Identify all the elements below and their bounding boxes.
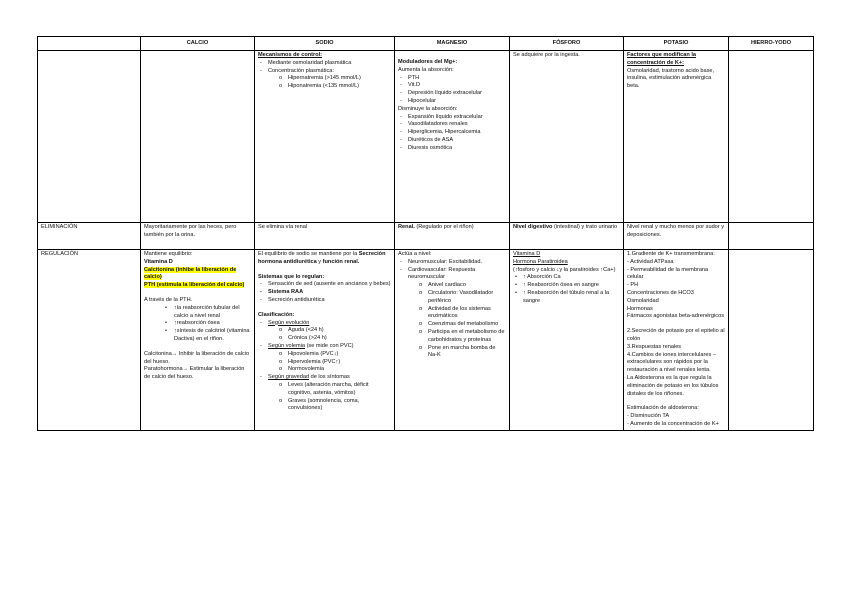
list-item: - PTH [400,74,420,81]
list-item: - Según evolución [260,319,310,326]
list-item: - Concentración plasmática: [260,67,334,74]
list-item: o Aguda (<24 h) [279,327,324,334]
list-item: • ↑ Reabsorción del túbulo renal a la sangre [515,289,610,304]
list-item: o Normovolemia [279,366,325,373]
row2-magnesio: Renal. (Regulado por el riñon) [395,223,510,250]
list-item: - Expansión líquido extracelular [400,113,483,120]
row1-magnesio: Moduladores del Mg+: Aumenta la absorción: - PTH - Vit.D - Depresión líquido extracelular - Hipocelular Disminuye la absorción: - Expansión líquido extracelular - Vasodilatadores renales - Hiperglicemia, Hipercalcemia - Diuréticos de ASA - Diuresis osmótica [395,51,510,223]
header-empty [38,37,141,51]
row2-potasio: Nivel renal y mucho menos por sudor y deposiciones. [624,223,729,250]
list-item: o Hiponatremia (<135 mmol/L) [279,83,360,90]
row1-fosforo: Se adquiere por la ingesta. [510,51,624,223]
list-item: o Crónica (>24 h) [279,335,327,342]
list-item: - Vit.D [400,82,421,89]
row3-magnesio: Actúa a nivel: - Neuromuscular: Excitabilidad. - Cardiovascular: Respuesta neuromuscular o Anivel cardiaco o Circulatorio: Vasodilatador periférico o Actividad de los sistemas enzimáticos o Coenzimas del metabolismo o Participa en el metabolismo de carbohidratos y proteínas o Pone en marcha bomba de Na-K [395,250,510,431]
list-item: - Según gravedad de los síntomas [260,374,350,381]
list-item: - Vasodilatadores renales [400,121,468,128]
header-row [38,37,814,51]
list-item: • ↑reabsorción ósea [165,320,220,327]
sodio-control-title: Mecanismos de control: [258,52,323,58]
row3-sodio: El equilibrio de sodio se mantiene por la Secreción hormona antidiurética y función renal. Sistemas que lo regulan: - Sensación de sed (ausente en ancianos y bebes) - Sistema RAA - Secreción antidiurética Clasificación: - Según evolución o Aguda (<24 h) o Crónica (>24 h) - Según volemia (se mide con PVC) o Hipovolemia (PVC↓) o Hipervolemia (PVC↑) o Normovolemia - Según gravedad de los síntomas o Leves (alteración marcha, déficit cognitivo, astenia, vómitos) o Graves (somnolencia, coma, convulsiones) [255,250,395,431]
list-item: o Graves (somnolencia, coma, convulsiones) [279,397,360,412]
list-item: o Actividad de los sistemas enzimáticos [419,305,491,320]
row3-potasio: 1.Gradiente de K+ transmembrana: - Actividad ATPasa - Permeabilidad de la membrana celular - PH Concentraciones de HCO3 Osmolaridad Hormonas Fármacos agonistas beta-adrenérgicos 2.Secreción de potasio por el epitelio al colón 3.Respuestas renales 4.Cambios de iones intercelulares – extracelulares son rápidos por la restauración a nivel renales lenta. La Aldosterona es la que regula la eliminación de potasio en los túbulos distales de los riñones. Estimulación de aldosterona: - Disminución TA - Aumento de la concentración de K+ [624,250,729,431]
list-item: • ↑la reabsorción tubular del calcio a nivel renal [165,304,240,319]
row1-sodio [255,51,395,223]
row2-calcio: Mayoritariamente por las heces, pero también por la orina. [141,223,255,250]
list-item: o Pone en marcha bomba de Na-K [419,344,496,359]
header-calcio: CALCIO [141,37,255,51]
list-item: - Según volemia (se mide con PVC) [260,342,354,349]
list-item: - Neuromuscular: Excitabilidad. [400,258,482,265]
list-item: - Hipocelular [400,97,436,104]
table-row [38,51,814,223]
potasio-factors-title: Factores que modifican la concentración de K+: [627,52,697,66]
pth-highlight: PTH (estimula la liberación del calcio) [144,282,245,289]
header-sodio: SODIO [255,37,395,51]
list-item: • ↑ Reabsorción ósea en sangre [515,282,599,289]
list-item: - Diuresis osmótica [400,144,453,151]
calcitonina-highlight: Calcitonina (inhibe la liberación de calcio) [144,266,237,281]
list-item: o Hipervolemia (PVC↑) [279,358,341,365]
list-item: o Hipovolemia (PVC↓) [279,350,339,357]
list-item: - Sistema RAA [260,289,304,296]
list-item: o Leves (alteración marcha, déficit cognitivo, astenia, vómitos) [279,381,369,396]
list-item: • ↑ Absorción Ca [515,274,561,281]
magnesio-modulators-title: Moduladores del Mg+: [398,59,458,65]
row3-fosforo: Vitamina D Hormona Paratiroidea (↑fosforo y calcio ↓y la paratiroides ↑Ca+) • ↑ Absorción Ca • ↑ Reabsorción ósea en sangre • ↑ Reabsorción del túbulo renal a la sangre [510,250,624,431]
row-label-regulacion: REGULACIÓN [38,250,141,431]
row3-hierro [729,250,814,431]
row3-calcio: Mantiene equilibrio: Vitamina D Calcitonina (inhibe la liberación de calcio) PTH (estimula la liberación del calcio) A través de la PTH. • ↑la reabsorción tubular del calcio a nivel renal • ↑reabsorción ósea • ↑síntesis de calcitriol (vitamina Dactiva) en el riñon. Calcitonina→ Inhibir la liberación de calcio del hueso. Paratohormona→ Estimular la liberación de calcio del hueso. [141,250,255,431]
list-item: - Sensación de sed (ausente en ancianos y bebes) [260,281,391,288]
list-item: o Hipernatremia (>145 mmol/L) [279,75,361,82]
table-row [38,250,814,431]
header-hierro-yodo: HIERRO-YODO [729,37,814,51]
list-item: • ↑síntesis de calcitriol (vitamina Dactiva) en el riñon. [165,328,250,342]
header-magnesio: MAGNESIO [395,37,510,51]
list-item: - Cardiovascular: Respuesta neuromuscular [400,266,476,281]
table-row [38,223,814,250]
header-fosforo: FÓSFORO [510,37,624,51]
row2-fosforo: Nivel digestivo (intestinal) y trato urinario [510,223,624,250]
row1-label [38,51,141,223]
list-item: o Anivel cardiaco [419,282,466,289]
row2-sodio: Se elimina vía renal [255,223,395,250]
list-item: - Diuréticos de ASA [400,136,454,143]
header-potasio: POTASIO [624,37,729,51]
electrolyte-table [37,36,814,431]
list-item: - Depresión líquido extracelular [400,90,483,97]
row1-potasio: Factores que modifican la concentración de K+: Osmolaridad, trastorno acido base, insulina, estimulación adrenérgica beta. [624,51,729,223]
list-item: o Circulatorio: Vasodilatador periférico [419,289,494,304]
list-item: - Secreción antidiurética [260,296,325,303]
list-item: o Coenzimas del metabolismo [419,321,499,328]
list-item: - Hiperglicemia, Hipercalcemia [400,129,481,136]
row1-hierro [729,51,814,223]
row2-hierro [729,223,814,250]
list-item: - Mediante osmolaridad plasmática [260,59,352,66]
list-item: o Participa en el metabolismo de carbohidratos y proteínas [419,328,505,343]
row1-calcio [141,51,255,223]
row-label-eliminacion: ELIMINACIÓN [38,223,141,250]
